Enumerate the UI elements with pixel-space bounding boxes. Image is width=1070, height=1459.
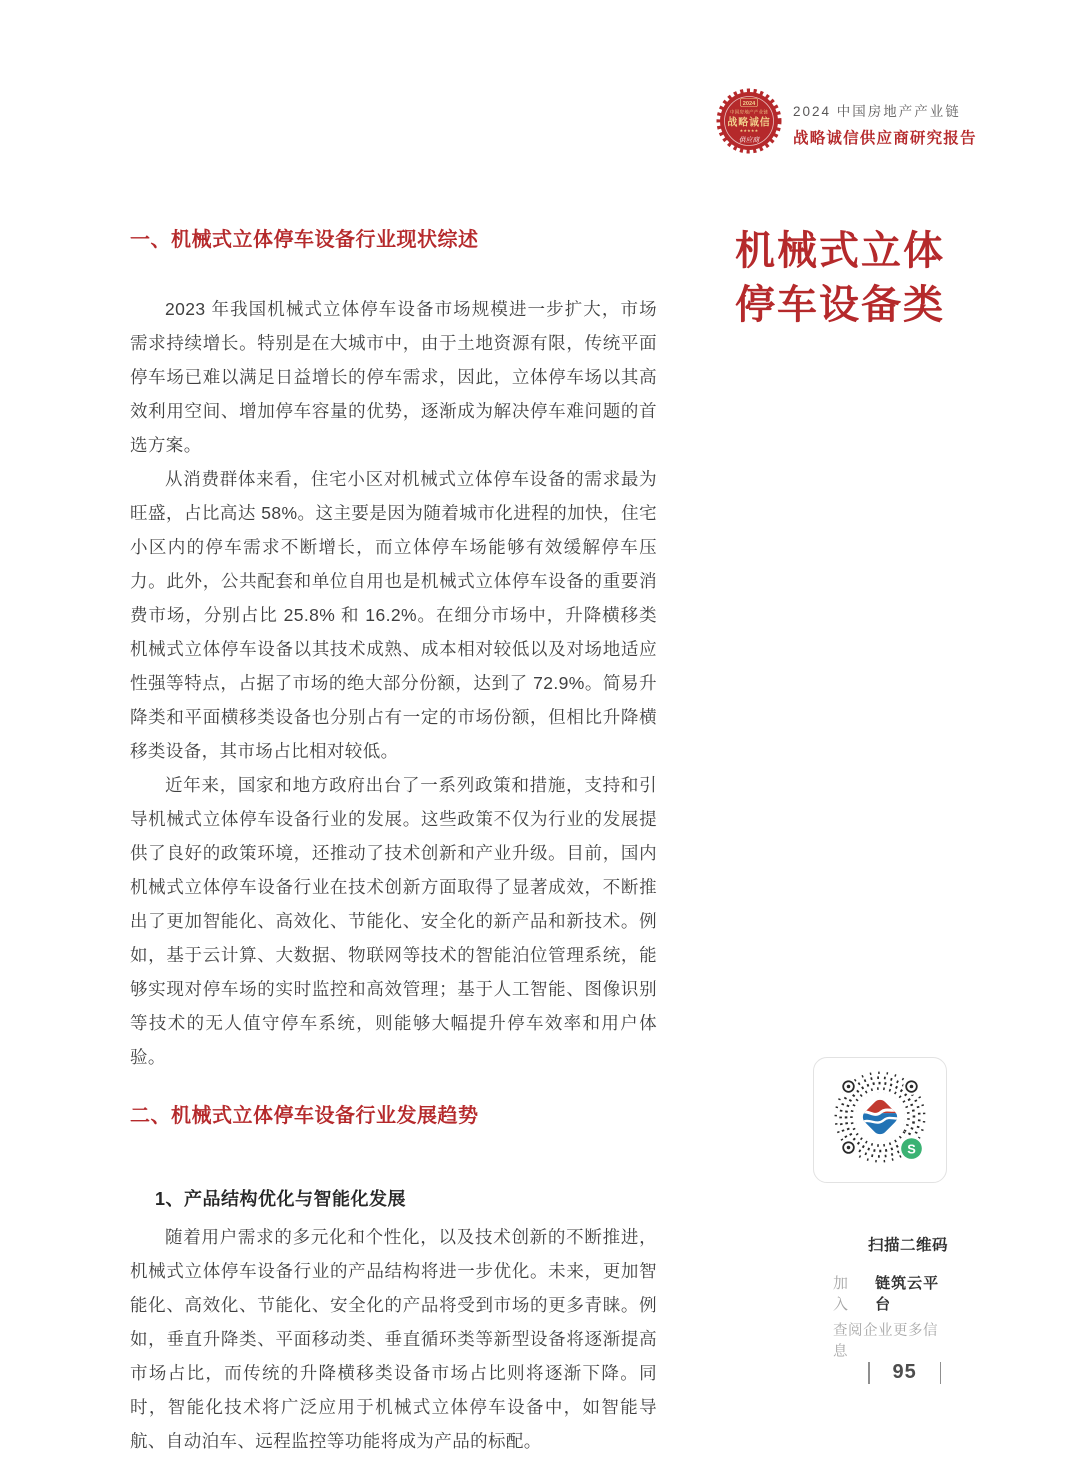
- page-number-right-rule: [940, 1362, 942, 1384]
- page-number: [868, 1361, 941, 1384]
- main-content: [130, 226, 657, 1458]
- page-number-value: 95: [892, 1361, 917, 1383]
- paragraph: 近年来，国家和地方政府出台了一系列政策和措施，支持和引导机械式立体停车设备行业的发展。这些政策不仅为行业的发展提供了良好的政策环境，还推动了技术创新和产业升级。目前，国内机械式立体停车设备行业在技术创新方面取得了显著成效，不断推出了更加智能化、高效化、节能化、安全化的新产品和新技术。例如，基于云计算、大数据、物联网等技术的智能泊位管理系统，能够实现对停车场的实时监控和高效管理；基于人工智能、图像识别等技术的无人值守停车系统，则能够大幅提升停车效率和用户体验。: [130, 775, 657, 1067]
- category-title-line2: 停车设备类: [735, 283, 945, 327]
- join-prefix-label: 加入: [833, 1275, 850, 1313]
- section-1-heading: 一、机械式立体停车设备行业现状综述: [130, 229, 479, 251]
- category-title: [731, 224, 949, 332]
- subsection-1-heading: 1、产品结构优化与智能化发展: [155, 1189, 407, 1209]
- section-2-heading: 二、机械式立体停车设备行业发展趋势: [130, 1105, 479, 1127]
- seal-org: 中国房地产产业链: [729, 109, 769, 115]
- paragraph: 随着用户需求的多元化和个性化，以及技术创新的不断推进，机械式立体停车设备行业的产品结构将进一步优化。未来，更加智能化、高效化、节能化、安全化的产品将受到市场的更多青睐。例如，垂直升降类、平面移动类、垂直循环类等新型设备将逐渐提高市场占比，而传统的升降横移类设备市场占比则将逐渐下降。同时，智能化技术将广泛应用于机械式立体停车设备中，如智能导航、自动泊车、远程监控等功能将成为产品的标配。: [130, 1227, 657, 1451]
- paragraph: 从消费群体来看，住宅小区对机械式立体停车设备的需求最为旺盛，占比高达 58%。这主要是因为随着城市化进程的加快，住宅小区内的停车需求不断增长，而立体停车场能够有效缓解停车压力。此外，公共配套和单位自用也是机械式立体停车设备的重要消费市场，分别占比 25.8% 和 16.2%。在细分市场中，升降横移类机械式立体停车设备以其技术成熟、成本相对较低以及对场地适应性强等特点，占据了市场的绝大部分份额，达到了 72.9%。简易升降类和平面横移类设备也分别占有一定的市场份额，但相比升降横移类设备，其市场占比相对较低。: [130, 469, 657, 761]
- svg-text:S: S: [907, 1141, 916, 1157]
- seal-stars: ★★★★★: [739, 128, 759, 133]
- platform-logo-icon: [855, 1092, 904, 1142]
- qr-caption-title: 扫描二维码: [867, 1237, 948, 1254]
- mini-program-qr-icon: [814, 1058, 946, 1182]
- qr-caption-join-line: [833, 1272, 948, 1314]
- report-header: [716, 86, 977, 156]
- qr-code-card: [813, 1057, 947, 1183]
- wechat-mini-program-icon: [899, 1136, 925, 1162]
- paragraph: 2023 年我国机械式立体停车设备市场规模进一步扩大，市场需求持续增长。特别是在大城市中，由于土地资源有限，传统平面停车场已难以满足日益增长的停车需求，因此，立体停车场以其高效利用空间、增加停车容量的优势，逐渐成为解决停车难问题的首选方案。: [130, 299, 657, 455]
- platform-name-label: 链筑云平台: [875, 1275, 940, 1313]
- report-title-block: [793, 94, 977, 148]
- qr-caption-block: [833, 1233, 948, 1361]
- seal-main-text: 战略诚信: [727, 117, 771, 129]
- category-title-line1: 机械式立体: [735, 229, 945, 273]
- seal-year: 2024: [742, 100, 756, 107]
- seal-script: 供应商: [738, 137, 760, 144]
- report-title-line2: 战略诚信供应商研究报告: [793, 130, 977, 147]
- qr-caption-subtext: 查阅企业更多信息: [833, 1323, 938, 1360]
- report-title-line1: 2024 中国房地产产业链: [793, 104, 961, 119]
- credibility-seal-icon: [716, 86, 782, 156]
